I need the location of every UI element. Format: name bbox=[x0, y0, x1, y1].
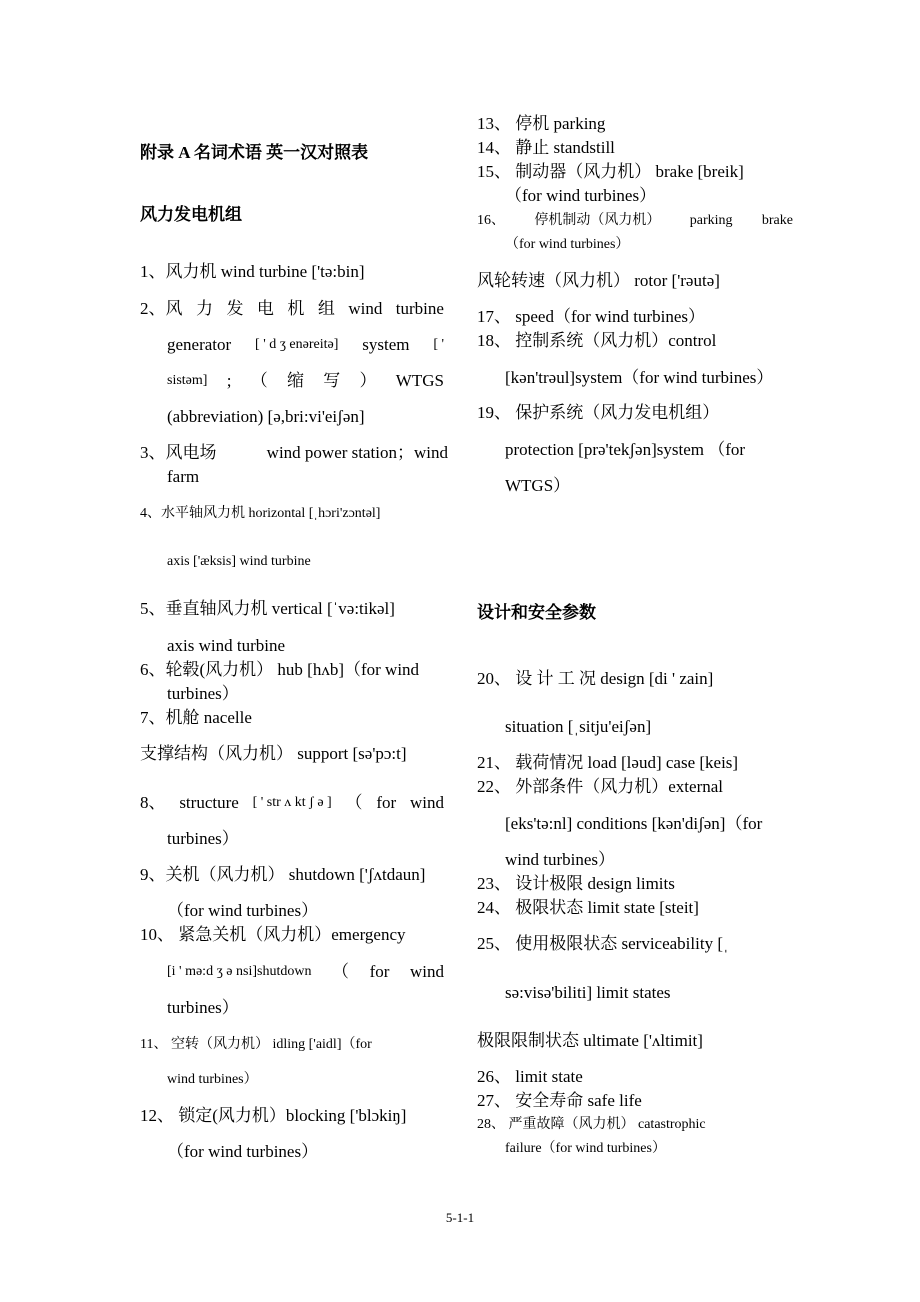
term-3-line2: farm bbox=[167, 467, 200, 486]
term-18-line1: 18、 控制系统（风力机）control bbox=[477, 331, 717, 350]
term-4-line1: 4、水平轴风力机 horizontal [ˌhɔri'zɔntəl] bbox=[140, 506, 381, 521]
term-5-line2: axis wind turbine bbox=[167, 636, 286, 655]
term-6-line1: 6、轮毂(风力机） hub [hʌb]（for wind bbox=[140, 660, 420, 679]
term-15-line1: 15、 制动器（风力机） brake [breik] bbox=[477, 162, 744, 181]
term-13: 13、 停机 parking bbox=[477, 114, 606, 133]
term-16-line1: 16、 停机制动（风力机） parking brake bbox=[477, 213, 793, 228]
term-6-line2: turbines） bbox=[167, 684, 239, 703]
term-16-line2: （for wind turbines） bbox=[505, 237, 630, 252]
term-20-line1: 20、 设 计 工 况 design [di ' zain] bbox=[477, 669, 714, 688]
term-25-line2: sə:visə'biliti] limit states bbox=[505, 983, 671, 1002]
term-22-line2: [eks'tə:nl] conditions [kən'diʃən]（for bbox=[505, 814, 763, 833]
term-21: 21、 载荷情况 load [ləud] case [keis] bbox=[477, 753, 739, 772]
term-2-line3: sistəm] ; （ 缩 写 ） WTGS bbox=[167, 371, 444, 390]
term-15-line2: （for wind turbines） bbox=[505, 186, 657, 205]
term-11-line2: wind turbines） bbox=[167, 1072, 258, 1087]
term-22-line3: wind turbines） bbox=[505, 850, 616, 869]
term-19-line2: protection [prə'tekʃən]system （for bbox=[505, 440, 746, 459]
term-4-line2: axis ['æksis] wind turbine bbox=[167, 554, 311, 569]
page-number: 5-1-1 bbox=[445, 1210, 475, 1225]
term-28-line1: 28、 严重故障（风力机） catastrophic bbox=[477, 1117, 706, 1132]
term-17: 17、 speed（for wind turbines） bbox=[477, 307, 706, 326]
term-2-line1: 2、风 力 发 电 机 组 wind turbine bbox=[140, 299, 444, 318]
term-12-line1: 12、 锁定(风力机）blocking ['blɔkiŋ] bbox=[140, 1106, 407, 1125]
term-ultimate-limit-state: 极限限制状态 ultimate ['ʌltimit] bbox=[477, 1031, 703, 1050]
term-10-line1: 10、 紧急关机（风力机）emergency bbox=[140, 925, 406, 944]
term-9-line2: （for wind turbines） bbox=[167, 901, 319, 920]
section-heading-design-safety: 设计和安全参数 bbox=[477, 603, 596, 622]
term-23: 23、 设计极限 design limits bbox=[477, 874, 675, 893]
term-10-line3: turbines） bbox=[167, 998, 239, 1017]
term-24: 24、 极限状态 limit state [steit] bbox=[477, 898, 699, 917]
term-14: 14、 静止 standstill bbox=[477, 138, 615, 157]
term-8-line1: 8、 structure [ ' str ʌ kt ʃ ə ] （ for wind bbox=[140, 793, 444, 812]
appendix-title: 附录 A 名词术语 英一汉对照表 bbox=[140, 143, 369, 162]
term-2-line4: (abbreviation) [ə,bri:vi'eiʃən] bbox=[167, 407, 365, 426]
term-9-line1: 9、关机（风力机） shutdown ['ʃʌtdaun] bbox=[140, 865, 426, 884]
term-3-line1: 3、风电场 wind power station；wind bbox=[140, 443, 448, 462]
term-5-line1: 5、垂直轴风力机 vertical [ˈvə:tikəl] bbox=[140, 599, 395, 618]
term-12-line2: （for wind turbines） bbox=[167, 1142, 319, 1161]
term-8-line2: turbines） bbox=[167, 829, 239, 848]
term-20-line2: situation [ˌsitju'eiʃən] bbox=[505, 717, 652, 736]
term-support-structure: 支撑结构（风力机） support [sə'pɔ:t] bbox=[140, 744, 407, 763]
term-26: 26、 limit state bbox=[477, 1067, 583, 1086]
term-7: 7、机舱 nacelle bbox=[140, 708, 252, 727]
term-2-line2: generator [ ' d ʒ enəreitə] system [ ' bbox=[167, 335, 444, 354]
term-19-line1: 19、 保护系统（风力发电机组） bbox=[477, 403, 720, 422]
term-22-line1: 22、 外部条件（风力机）external bbox=[477, 777, 723, 796]
term-11-line1: 11、 空转（风力机） idling ['aidl]（for bbox=[140, 1037, 372, 1052]
term-25-line1: 25、 使用极限状态 serviceability [ˌ bbox=[477, 934, 729, 953]
term-19-line3: WTGS） bbox=[505, 476, 571, 495]
term-18-line2: [kən'trəul]system（for wind turbines） bbox=[505, 368, 774, 387]
term-10-line2: [i ' mə:d ʒ ə nsi]shutdown （ for wind bbox=[167, 962, 444, 981]
term-27: 27、 安全寿命 safe life bbox=[477, 1091, 642, 1110]
section-heading-wind-turbine: 风力发电机组 bbox=[140, 205, 242, 224]
term-1: 1、风力机 wind turbine ['tə:bin] bbox=[140, 262, 365, 281]
term-rotor-speed: 风轮转速（风力机） rotor ['rəutə] bbox=[477, 271, 720, 290]
term-28-line2: failure（for wind turbines） bbox=[505, 1141, 666, 1156]
